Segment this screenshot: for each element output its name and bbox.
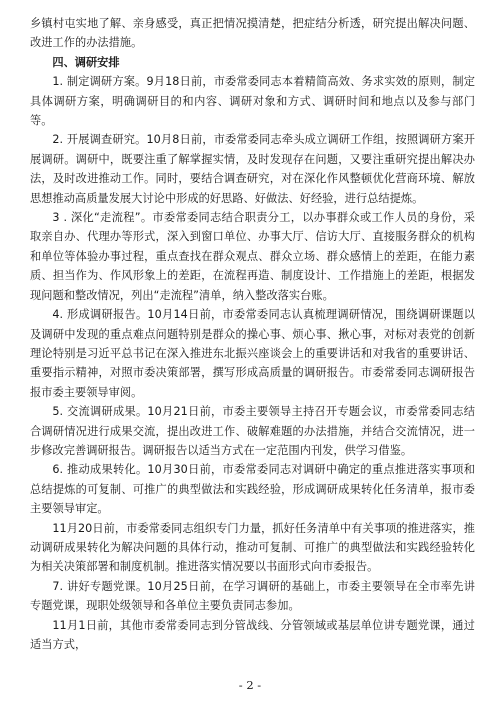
paragraph-item-2-research: 2. 开展调查研究。10月8日前，市委常委同志牵头成立调研工作组，按照调研方案开展调研。调研中，既要注重了解掌握实情，及时发现存在问题，又要注重研究提出解决办法，及时改进推动工作。同时，要结合调查研究，对在深化作风整顿优化营商环境、解放思想推动高质量发展大讨论中形成的好思路、好做法、好经验，进行总结提炼。 bbox=[30, 133, 475, 205]
paragraph-item-3-process: 3 . 深化“走流程”。市委常委同志结合职责分工，以办事群众或工作人员的身份，采取亲自办、代理办等形式，深入到窗口单位、办事大厅、信访大厅、直接服务群众的机构和单位等体验办事过程，重点查找在群众观点、群众立场、群众感情上的差距，在能力素质、担当作为、作风形象上的差距，在流程再造、制度设计、工作措施上的差距，根据发现问题和整改情况，列出“走流程”清单，纳入整改落实台账。 bbox=[30, 211, 475, 302]
paragraph-item-5-exchange: 5. 交流调研成果。10月21日前，市委主要领导主持召开专题会议，市委常委同志结合调研情况进行成果交流，提出改进工作、破解难题的办法措施，并结合交流情况，进一步修改完善调研报告。调研报告以适当方式在一定范围内刊发，供学习借鉴。 bbox=[30, 405, 475, 457]
paragraph-item-1-plan: 1. 制定调研方案。9月18日前，市委常委同志本着精简高效、务求实效的原则，制定具体调研方案，明确调研目的和内容、调研对象和方式、调研时间和地点以及参与部门等。 bbox=[30, 75, 475, 128]
section-heading-research-arrangement: 四、调研安排 bbox=[52, 55, 120, 69]
paragraph-item-7-lecture: 7. 讲好专题党课。10月25日前，在学习调研的基础上，市委主要领导在全市率先讲专题党课，现职处级领导和各单位主要负责同志参加。 bbox=[30, 579, 475, 613]
paragraph-item-4-report: 4. 形成调研报告。10月14日前，市委常委同志认真梳理调研情况，围绕调研课题以及调研中发现的重点难点问题特别是群众的操心事、烦心事、揪心事，对标对表党的创新理论特别是习近平总书记在深入推进东北振兴座谈会上的重要讲话和对我省的重要讲话、重要指示精神，对照市委决策部署，撰写形成高质量的调研报告。市委常委同志调研报告报市委主要领导审阅。 bbox=[30, 308, 475, 399]
paragraph-item-6-followup: 11月20日前，市委常委同志组织专门力量，抓好任务清单中有关事项的推进落实，推动调研成果转化为解决问题的具体行动，推动可复制、可推广的典型做法和实践经验转化为相关决策部署和制度机制。推进落实情况要以书面形式向市委报告。 bbox=[30, 521, 475, 574]
paragraph-item-7-followup: 11月1日前，其他市委常委同志到分管战线、分管领域或基层单位讲专题党课，通过适当方式， bbox=[30, 618, 475, 651]
document-body bbox=[30, 14, 475, 654]
paragraph-item-6-transform: 6. 推动成果转化。10月30日前，市委常委同志对调研中确定的重点推进落实事项和总结提炼的可复制、可推广的典型做法和实践经验，形成调研成果转化任务清单，报市委主要领导审定。 bbox=[30, 463, 475, 516]
paragraph-intro-continuation: 乡镇村屯实地了解、亲身感受，真正把情况摸清楚，把症结分析透，研究提出解决问题、改进工作的办法措施。 bbox=[30, 17, 475, 50]
page-number: - 2 - bbox=[238, 678, 262, 692]
